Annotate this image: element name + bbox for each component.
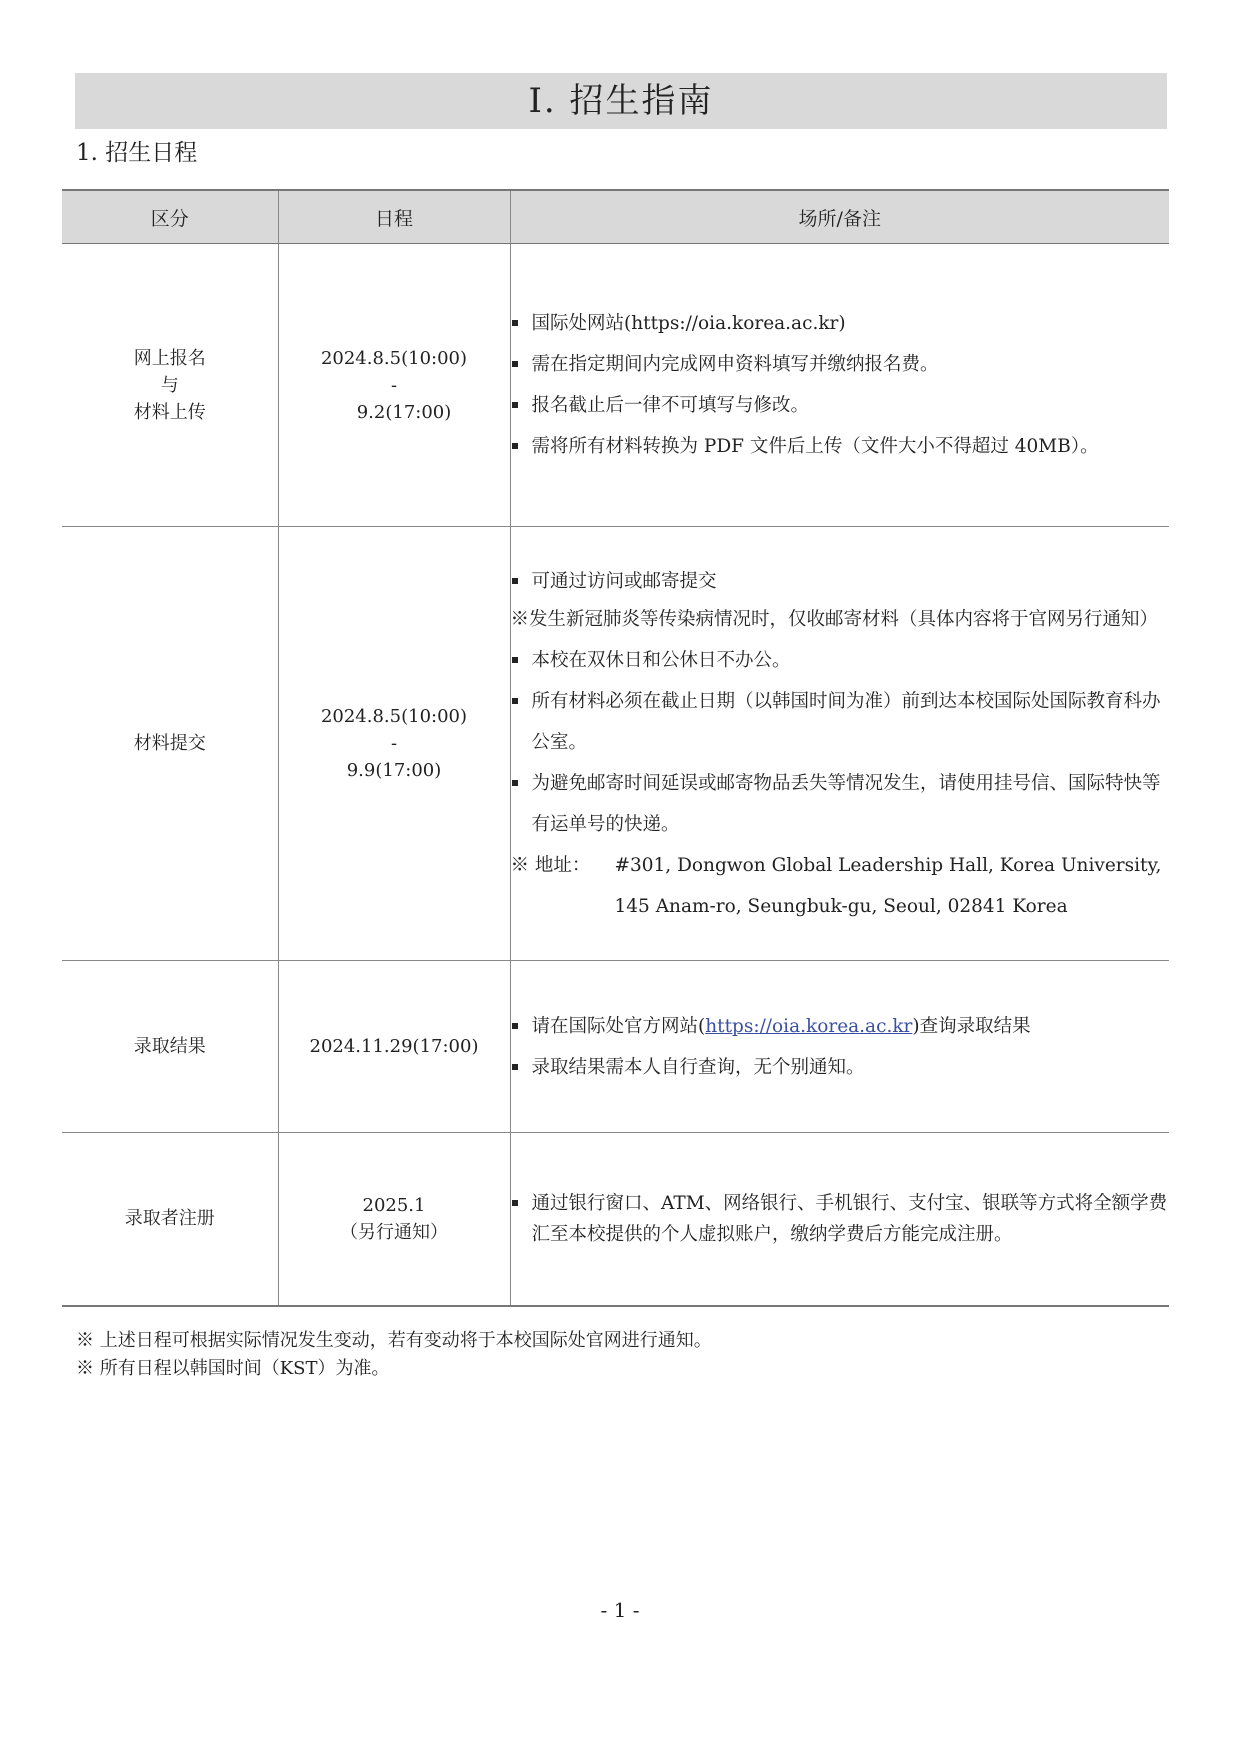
notes-cell bbox=[510, 1133, 1169, 1306]
note-text: 通过银行窗口、ATM、网络银行、手机银行、支付宝、银联等方式将全额学费汇至本校提供的个人虚拟账户，缴纳学费后方能完成注册。 bbox=[531, 1192, 1168, 1245]
note-item bbox=[511, 763, 1170, 845]
note-item bbox=[511, 385, 1170, 426]
note-item bbox=[511, 561, 1170, 602]
page-number: - 1 - bbox=[600, 1598, 640, 1622]
note-text: 录取结果需本人自行查询，无个别通知。 bbox=[531, 1056, 865, 1078]
covid-notice: ※发生新冠肺炎等传染病情况时，仅收邮寄材料（具体内容将于官网另行通知） bbox=[510, 608, 1159, 630]
note-item bbox=[511, 681, 1170, 763]
category-cell bbox=[62, 1133, 278, 1306]
note-item bbox=[511, 303, 1170, 344]
note-item bbox=[511, 1006, 1170, 1047]
date-text: 2024.8.5(10:00) bbox=[320, 706, 468, 727]
category-text: 网上报名 bbox=[133, 347, 206, 369]
column-header-dates: 日程 bbox=[278, 190, 510, 244]
footnote: ※ 所有日程以韩国时间（KST）为准。 bbox=[76, 1358, 390, 1379]
bullet-icon bbox=[512, 657, 518, 663]
notes-cell bbox=[510, 244, 1169, 527]
notes-cell bbox=[510, 961, 1169, 1133]
category-cell bbox=[62, 244, 278, 527]
table-row bbox=[62, 244, 1169, 527]
dates-cell bbox=[278, 1133, 510, 1306]
table-row bbox=[62, 1133, 1169, 1306]
date-text: 2024.8.5(10:00) bbox=[320, 347, 468, 369]
note-text: 请在国际处官方网站( bbox=[531, 1015, 706, 1037]
address-block bbox=[511, 845, 1170, 927]
footnote: ※ 上述日程可根据实际情况发生变动，若有变动将于本校国际处官网进行通知。 bbox=[76, 1330, 712, 1351]
category-text: 材料提交 bbox=[133, 733, 206, 754]
date-text: 2024.11.29(17:00) bbox=[309, 1036, 479, 1057]
note-text: 所有材料必须在截止日期（以韩国时间为准）前到达本校国际处国际教育科办公室。 bbox=[531, 690, 1161, 753]
dates-cell bbox=[278, 527, 510, 961]
bullet-icon bbox=[512, 443, 518, 449]
section-heading: 1. 招生日程 bbox=[76, 140, 198, 166]
bullet-icon bbox=[512, 402, 518, 408]
bullet-icon bbox=[512, 780, 518, 786]
date-text: 9.2(17:00) bbox=[356, 401, 452, 423]
table-row bbox=[62, 527, 1169, 961]
category-text: 录取者注册 bbox=[124, 1208, 215, 1230]
notes-cell bbox=[510, 527, 1169, 961]
note-text: 需在指定期间内完成网申资料填写并缴纳报名费。 bbox=[531, 354, 939, 375]
dates-cell bbox=[278, 244, 510, 527]
note-item bbox=[511, 426, 1170, 467]
note-text: 本校在双休日和公休日不办公。 bbox=[531, 649, 791, 671]
bullet-icon bbox=[512, 1064, 518, 1070]
date-text: 9.9(17:00) bbox=[346, 760, 442, 781]
column-header-category: 区分 bbox=[62, 190, 278, 244]
note-item bbox=[511, 1188, 1170, 1250]
category-cell bbox=[62, 961, 278, 1133]
table-header-row bbox=[62, 190, 1169, 244]
bullet-icon bbox=[512, 361, 518, 367]
bullet-icon bbox=[512, 578, 518, 584]
date-text: （另行通知） bbox=[340, 1221, 448, 1243]
date-text: 2025.1 bbox=[362, 1194, 426, 1216]
oia-website-link[interactable]: https://oia.korea.ac.kr bbox=[705, 1015, 913, 1037]
note-text: 为避免邮寄时间延误或邮寄物品丢失等情况发生，请使用挂号信、国际特快等有运单号的快递。 bbox=[531, 772, 1161, 835]
bullet-icon bbox=[512, 1200, 518, 1206]
note-text: 国际处网站(https://oia.korea.ac.kr) bbox=[531, 313, 846, 334]
note-item bbox=[511, 1047, 1170, 1088]
address-label: ※ 地址： bbox=[510, 854, 591, 876]
date-text: - bbox=[390, 374, 398, 396]
note-text: 需将所有材料转换为 PDF 文件后上传（文件大小不得超过 40MB）。 bbox=[531, 436, 1099, 457]
note-text: 报名截止后一律不可填写与修改。 bbox=[531, 395, 810, 416]
bullet-icon bbox=[512, 320, 518, 326]
page-title: Ⅰ. 招生指南 bbox=[75, 73, 1167, 129]
note-item bbox=[511, 640, 1170, 681]
category-text: 录取结果 bbox=[133, 1036, 206, 1057]
category-text: 材料上传 bbox=[133, 401, 206, 423]
schedule-table bbox=[62, 189, 1169, 1307]
bullet-icon bbox=[512, 698, 518, 704]
column-header-notes: 场所/备注 bbox=[510, 190, 1169, 244]
date-text: - bbox=[390, 733, 398, 754]
address-text: #301, Dongwon Global Leadership Hall, Korea University, 145 Anam-ro, Seungbuk-gu, Seoul, 02841 Korea bbox=[614, 854, 1162, 917]
category-cell bbox=[62, 527, 278, 961]
table-row bbox=[62, 961, 1169, 1133]
footnotes bbox=[76, 1327, 712, 1383]
dates-cell bbox=[278, 961, 510, 1133]
note-text: 可通过访问或邮寄提交 bbox=[531, 570, 717, 592]
bullet-icon bbox=[512, 1023, 518, 1029]
category-text: 与 bbox=[160, 374, 179, 396]
note-item bbox=[511, 344, 1170, 385]
note-text: )查询录取结果 bbox=[912, 1015, 1031, 1037]
